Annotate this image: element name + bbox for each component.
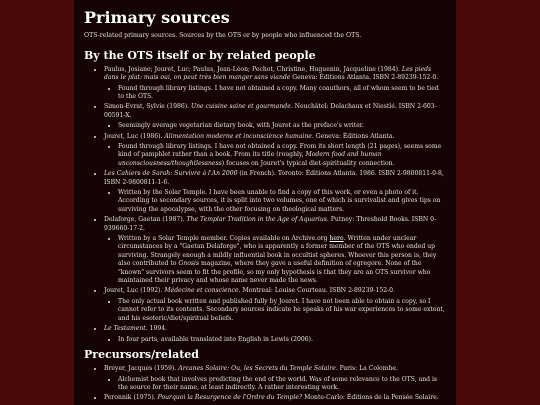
- work-title: The Templar Tradition in the Age of Aquarius: [186, 216, 327, 224]
- list-item: • Jouret, Luc (1986). Alimentation moderne et inconscience humaine. Geneva: Éditions Atlanta. • Found through library listings. I have not obtained a copy. From its short length (21 pages), seems some kind of pamphlet rather than a book. From its title (roughly, Modern food and human unconsciousness/thoughtlessness) focuses on Jouret's typical diet-spirituality connection.: [104, 133, 446, 169]
- list-item: • Delaforge, Gaetan (1987). The Templar Tradition in the Age of Aquarius. Putney: Threshold Books. ISBN 0-939660-17-2. • Written by a Solar Temple member. Copies available on Archive.org here. Written under unclear circumstances by a "Gaetan Delaforge", who is apparently a former member of the OTS who ended up surviving. Strangely enough a mildly influential book in occultist spheres. Whoever this person is, they also contributed to Gnosis magazine, where they gave a useful definition of egregore. None of the "known" survivors seem to fit the profile, so my only hypothesis is that they are an OTS survivor who maintained their privacy and whose name never made the news.: [104, 216, 446, 285]
- annotation: • Alchemist book that involves predicting the end of the world. Was of some relevance to the OTS, and is the source for their name, at least indirectly. A rather interesting work.: [118, 376, 446, 393]
- source-list-precursors: [84, 365, 446, 403]
- page-title: Primary sources: [84, 8, 230, 27]
- work-title: Arcanes Solaire: Ou, les Secrets du Temple Solaire: [178, 365, 336, 373]
- section-heading-precursors: Precursors/related: [84, 347, 199, 361]
- annotation: • In four parts, available translated into English in Lewis (2006).: [118, 336, 446, 344]
- list-item: • Le Testament. 1994. • In four parts, available translated into English in Lewis (2006).: [104, 325, 446, 344]
- work-title: Les pieds dans le plat: mais oui, on peut très bien manger sans viande: [104, 65, 432, 82]
- annotation: • Found through library listings. I have not obtained a copy. Many coauthors, all of whom seem to be tied to the OTS.: [118, 85, 446, 102]
- list-item: • Jouret, Luc (1992). Médecine et conscience. Montreal: Louise Courteau. ISBN 2-89239-152-0. • The only actual book written and published fully by Jouret. I have not been able to obtain a copy, so I cannot refer to its contents. Secondary sources indicate he speaks of his war experiences to some extent, and his esoteric/diet/spiritual beliefs.: [104, 287, 446, 323]
- work-title: Pourquoi la Resurgence de l'Ordre du Temple?: [157, 394, 303, 402]
- annotation: • Written by the Solar Temple. I have been unable to find a copy of this work, or even a photo of it. According to secondary sources, it is split into two volumes, one of which is survivalist and gives tips on surviving the apocalypse, with the other focusing on theological matters.: [118, 189, 446, 214]
- work-title: Les Cahiers de Sarah: Survivre à l'An 2000: [104, 170, 238, 178]
- work-title: Une cuisine saine et gourmande: [190, 103, 291, 111]
- work-title: Médecine et conscience: [164, 287, 239, 295]
- intro-text: OTS-related primary sources. Sources by the OTS or by people who influenced the OTS.: [84, 32, 362, 40]
- source-list-by-ots: [84, 66, 446, 344]
- list-item: • Simon-Evrat, Sylvie (1986). Une cuisine saine et gourmande. Neuchâtel: Delachaux et Niestlé. ISBN 2-603-00591-X. • Seemingly average vegetarian dietary book, with Jouret as the preface's writer.: [104, 103, 446, 130]
- list-item: • Peronnik (1975). Pourquoi la Resurgence de l'Ordre du Temple? Monte-Carlo: Éditions de la Pensée Solaire.: [104, 394, 446, 402]
- section-heading-by-ots: By the OTS itself or by related people: [84, 48, 316, 62]
- list-item: • Les Cahiers de Sarah: Survivre à l'An 2000 (in French). Toronto: Éditions Atlanta. 1986. ISBN 2-9800811-0-8, ISBN 2-9800811-1-6. • Written by the Solar Temple. I have been unable to find a copy of this work, or even a photo of it. According to secondary sources, it is split into two volumes, one of which is survivalist and gives tips on surviving the apocalypse, with the other focusing on theological matters.: [104, 170, 446, 214]
- list-item: • Breyer, Jacques (1959). Arcanes Solaire: Ou, les Secrets du Temple Solaire. Paris: La Colombe. • Alchemist book that involves predicting the end of the world. Was of some relevance to the OTS, and is the source for their name, at least indirectly. A rather interesting work.: [104, 365, 446, 392]
- annotation: • Found through library listings. I have not obtained a copy. From its short length (21 pages), seems some kind of pamphlet rather than a book. From its title (roughly, Modern food and human unconsciousness/thoughtlessness) focuses on Jouret's typical diet-spirituality connection.: [118, 143, 446, 168]
- annotation: • Seemingly average vegetarian dietary book, with Jouret as the preface's writer.: [118, 122, 446, 130]
- annotation: • The only actual book written and published fully by Jouret. I have not been able to obtain a copy, so I cannot refer to its contents. Secondary sources indicate he speaks of his war experiences to some extent, and his esoteric/diet/spiritual beliefs.: [118, 298, 446, 323]
- work-title: Alimentation moderne et inconscience humaine: [164, 132, 312, 140]
- work-title: Le Testament: [104, 325, 146, 333]
- annotation: • Written by a Solar Temple member. Copies available on Archive.org here. Written under unclear circumstances by a "Gaetan Delaforge", who is apparently a former member of the OTS who ended up surviving. Strangely enough a mildly influential book in occultist spheres. Whoever this person is, they also contributed to Gnosis magazine, where they gave a useful definition of egregore. None of the "known" survivors seem to fit the profile, so my only hypothesis is that they are an OTS survivor who maintained their privacy and whose name never made the news.: [118, 235, 446, 285]
- list-item: • Paulus, Josiane; Jouret, Luc; Paulus, Jean-Léon; Pechot, Christine, Huguenin, Jacqueline (1984). Les pieds dans le plat: mais oui, on peut très bien manger sans viande Geneva: Éditions Atlanta. ISBN 2-89239-152-0. • Found through library listings. I have not obtained a copy. Many coauthors, all of whom seem to be tied to the OTS.: [104, 66, 446, 102]
- archive-link[interactable]: here: [329, 235, 344, 243]
- page-content: [74, 0, 456, 405]
